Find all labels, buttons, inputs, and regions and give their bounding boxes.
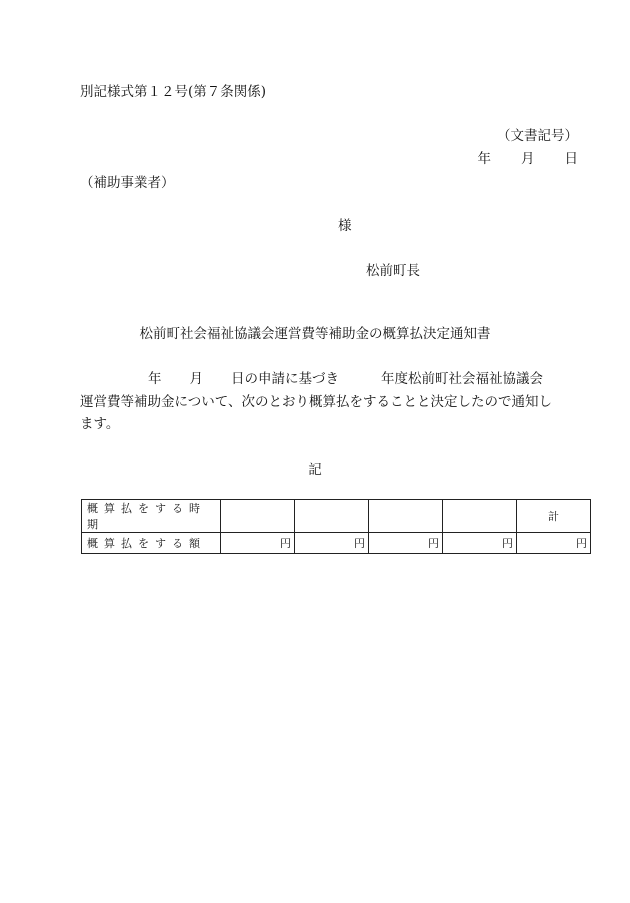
timing-cell-3[interactable] [369,500,443,533]
amount-cell-1[interactable]: 円 [221,533,295,554]
total-label: 計 [517,500,591,533]
timing-cell-2[interactable] [295,500,369,533]
ki-heading: 記 [308,462,322,478]
payment-table [81,499,591,554]
amount-cell-2[interactable]: 円 [295,533,369,554]
table-row [82,533,591,554]
date-month: 月 [521,151,535,167]
document-reference: （文書記号） [497,128,578,144]
body-line-2: 運営費等補助金について、次のとおり概算払をすることと決定したので通知し [80,393,552,410]
amount-cell-3[interactable]: 円 [369,533,443,554]
document-title: 松前町社会福祉協議会運営費等補助金の概算払決定通知書 [139,326,491,342]
honorific: 様 [338,218,352,234]
row-label-timing: 概算払をする時期 [82,500,221,533]
amount-total[interactable]: 円 [517,533,591,554]
body-year: 年 [148,371,162,387]
timing-cell-4[interactable] [443,500,517,533]
body-text [80,368,586,436]
amount-cell-4[interactable]: 円 [443,533,517,554]
timing-cell-1[interactable] [221,500,295,533]
date-day: 日 [564,151,578,167]
date-year: 年 [477,151,491,167]
body-line-3: ます。 [80,416,120,432]
body-fiscal-year: 年度松前町社会福祉協議会 [381,371,543,387]
body-line-1 [80,368,586,391]
form-number: 別記様式第１２号(第７条関係) [80,84,267,100]
table-row [82,500,591,533]
date-line [478,147,579,167]
body-month: 月 [189,371,203,387]
sender: 松前町長 [366,263,420,279]
body-application: 日の申請に基づき [231,371,339,387]
recipient: （補助事業者） [80,175,175,191]
row-label-amount: 概算払をする額 [82,533,221,554]
